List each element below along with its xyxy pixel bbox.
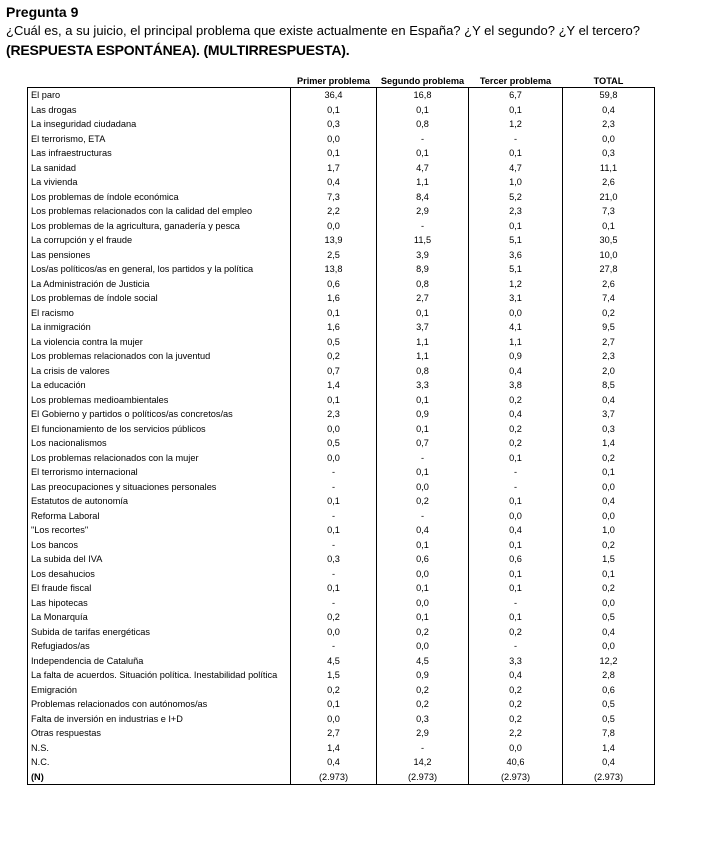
row-value: 0,9 xyxy=(377,668,469,683)
row-label: La Monarquía xyxy=(28,610,291,625)
row-label: Los nacionalismos xyxy=(28,436,291,451)
row-value: 0,2 xyxy=(469,436,563,451)
row-value: 1,5 xyxy=(563,552,655,567)
row-value: 4,7 xyxy=(377,161,469,176)
question-instruction: (RESPUESTA ESPONTÁNEA). (MULTIRRESPUESTA). xyxy=(6,42,350,58)
table-row xyxy=(28,335,655,350)
row-value: 2,2 xyxy=(469,726,563,741)
row-value: 0,1 xyxy=(469,567,563,582)
row-value: 1,1 xyxy=(377,349,469,364)
row-value: 0,4 xyxy=(469,364,563,379)
row-value: 0,1 xyxy=(377,581,469,596)
row-value: - xyxy=(469,132,563,147)
row-value: 13,8 xyxy=(291,262,377,277)
row-value: 36,4 xyxy=(291,88,377,103)
table-row xyxy=(28,175,655,190)
row-value: 0,4 xyxy=(291,755,377,770)
row-value: 0,0 xyxy=(377,480,469,495)
row-label: Las preocupaciones y situaciones personales xyxy=(28,480,291,495)
row-value: 1,7 xyxy=(291,161,377,176)
row-value: 0,2 xyxy=(469,712,563,727)
row-value: 2,9 xyxy=(377,726,469,741)
row-value: 0,0 xyxy=(291,219,377,234)
row-value: 0,1 xyxy=(291,581,377,596)
row-value: 0,1 xyxy=(377,610,469,625)
row-value: 40,6 xyxy=(469,755,563,770)
row-value: 11,1 xyxy=(563,161,655,176)
row-value: (2.973) xyxy=(291,770,377,785)
row-value: 1,2 xyxy=(469,117,563,132)
row-value: 0,0 xyxy=(377,639,469,654)
table-row xyxy=(28,726,655,741)
row-value: 0,3 xyxy=(291,552,377,567)
row-value: 2,2 xyxy=(291,204,377,219)
row-label: La violencia contra la mujer xyxy=(28,335,291,350)
table-row xyxy=(28,393,655,408)
table-row xyxy=(28,146,655,161)
row-value: - xyxy=(291,509,377,524)
row-value: 1,4 xyxy=(563,741,655,756)
row-value: 0,6 xyxy=(469,552,563,567)
row-value: 3,7 xyxy=(563,407,655,422)
table-row xyxy=(28,262,655,277)
row-value: 0,0 xyxy=(291,132,377,147)
row-value: 0,0 xyxy=(563,596,655,611)
row-value: 0,0 xyxy=(377,567,469,582)
table-row xyxy=(28,683,655,698)
table-row xyxy=(28,190,655,205)
row-value: 0,2 xyxy=(377,625,469,640)
page-title: Pregunta 9 xyxy=(6,4,79,20)
row-value: 0,8 xyxy=(377,117,469,132)
row-label: Los/as políticos/as en general, los partidos y la política xyxy=(28,262,291,277)
row-value: 9,5 xyxy=(563,320,655,335)
row-value: 0,1 xyxy=(377,306,469,321)
row-value: 2,3 xyxy=(469,204,563,219)
row-value: 0,1 xyxy=(563,465,655,480)
header-segundo-problema: Segundo problema xyxy=(377,74,469,88)
table-row xyxy=(28,291,655,306)
row-label: Los problemas relacionados con la mujer xyxy=(28,451,291,466)
row-value: 7,4 xyxy=(563,291,655,306)
row-label: Los problemas relacionados con la calidad del empleo xyxy=(28,204,291,219)
row-value: - xyxy=(291,538,377,553)
row-value: 10,0 xyxy=(563,248,655,263)
row-label: Otras respuestas xyxy=(28,726,291,741)
results-table xyxy=(27,74,655,785)
row-value: 11,5 xyxy=(377,233,469,248)
row-value: 2,9 xyxy=(377,204,469,219)
row-value: 8,9 xyxy=(377,262,469,277)
row-value: 0,1 xyxy=(469,103,563,118)
row-value: 0,5 xyxy=(291,436,377,451)
row-value: 0,0 xyxy=(469,306,563,321)
row-label: La falta de acuerdos. Situación política. Inestabilidad política xyxy=(28,668,291,683)
row-value: 0,1 xyxy=(469,219,563,234)
row-value: 0,4 xyxy=(469,668,563,683)
row-value: 0,7 xyxy=(291,364,377,379)
row-label: Los problemas de la agricultura, ganadería y pesca xyxy=(28,219,291,234)
row-label: La sanidad xyxy=(28,161,291,176)
row-label: La corrupción y el fraude xyxy=(28,233,291,248)
row-value: - xyxy=(377,219,469,234)
row-value: 1,0 xyxy=(469,175,563,190)
table-row xyxy=(28,494,655,509)
row-value: 2,3 xyxy=(563,117,655,132)
row-value: 4,7 xyxy=(469,161,563,176)
row-value: 2,6 xyxy=(563,175,655,190)
row-value: 30,5 xyxy=(563,233,655,248)
row-value: 0,2 xyxy=(469,422,563,437)
row-value: 0,3 xyxy=(563,422,655,437)
row-value: 0,0 xyxy=(469,509,563,524)
table-row xyxy=(28,654,655,669)
row-value: 0,2 xyxy=(377,697,469,712)
table-row xyxy=(28,538,655,553)
row-value: 2,7 xyxy=(563,335,655,350)
row-value: 0,9 xyxy=(469,349,563,364)
table-row xyxy=(28,451,655,466)
row-value: 0,0 xyxy=(291,712,377,727)
row-value: 7,3 xyxy=(291,190,377,205)
row-label: La vivienda xyxy=(28,175,291,190)
row-value: 0,0 xyxy=(563,480,655,495)
row-value: 0,2 xyxy=(469,625,563,640)
row-label: Las drogas xyxy=(28,103,291,118)
row-value: 3,9 xyxy=(377,248,469,263)
row-value: 0,1 xyxy=(291,306,377,321)
row-value: 0,9 xyxy=(377,407,469,422)
row-value: 0,2 xyxy=(291,610,377,625)
row-value: - xyxy=(377,741,469,756)
row-label: La inmigración xyxy=(28,320,291,335)
row-label: Emigración xyxy=(28,683,291,698)
row-value: 2,3 xyxy=(563,349,655,364)
header-label-cell xyxy=(28,74,291,88)
row-label: La Administración de Justicia xyxy=(28,277,291,292)
row-value: 1,4 xyxy=(291,741,377,756)
row-value: 0,0 xyxy=(291,625,377,640)
table-row xyxy=(28,509,655,524)
row-label: Las hipotecas xyxy=(28,596,291,611)
table-header-row xyxy=(28,74,655,88)
row-label: Reforma Laboral xyxy=(28,509,291,524)
row-value: 1,4 xyxy=(291,378,377,393)
table-row xyxy=(28,103,655,118)
row-value: 8,4 xyxy=(377,190,469,205)
row-value: 0,1 xyxy=(291,523,377,538)
row-value: 0,7 xyxy=(377,436,469,451)
table-row xyxy=(28,422,655,437)
row-value: 0,1 xyxy=(469,538,563,553)
row-value: 7,8 xyxy=(563,726,655,741)
row-value: - xyxy=(469,465,563,480)
row-label: Refugiados/as xyxy=(28,639,291,654)
row-value: 21,0 xyxy=(563,190,655,205)
table-row xyxy=(28,364,655,379)
row-label: Los bancos xyxy=(28,538,291,553)
row-value: 1,0 xyxy=(563,523,655,538)
row-value: 0,1 xyxy=(377,465,469,480)
row-value: 0,1 xyxy=(291,103,377,118)
row-value: 0,5 xyxy=(291,335,377,350)
row-value: 3,3 xyxy=(469,654,563,669)
table-row xyxy=(28,741,655,756)
row-value: 0,1 xyxy=(377,538,469,553)
table-row xyxy=(28,233,655,248)
row-value: 0,6 xyxy=(291,277,377,292)
row-value: - xyxy=(291,480,377,495)
row-label: El terrorismo internacional xyxy=(28,465,291,480)
row-value: 0,1 xyxy=(291,697,377,712)
row-label: El terrorismo, ETA xyxy=(28,132,291,147)
row-value: 59,8 xyxy=(563,88,655,103)
row-value: 0,2 xyxy=(469,393,563,408)
table-row xyxy=(28,770,655,785)
row-value: - xyxy=(377,451,469,466)
row-value: - xyxy=(469,480,563,495)
row-value: 1,4 xyxy=(563,436,655,451)
row-value: 13,9 xyxy=(291,233,377,248)
table-row xyxy=(28,436,655,451)
row-value: 2,5 xyxy=(291,248,377,263)
row-value: 2,6 xyxy=(563,277,655,292)
row-value: 2,7 xyxy=(377,291,469,306)
row-value: 0,1 xyxy=(469,581,563,596)
table-row xyxy=(28,480,655,495)
table-row xyxy=(28,248,655,263)
row-value: 7,3 xyxy=(563,204,655,219)
row-value: 0,4 xyxy=(563,103,655,118)
row-value: - xyxy=(291,567,377,582)
row-value: 0,1 xyxy=(469,610,563,625)
row-value: 0,2 xyxy=(377,683,469,698)
row-label: La crisis de valores xyxy=(28,364,291,379)
row-value: 16,8 xyxy=(377,88,469,103)
row-value: (2.973) xyxy=(377,770,469,785)
row-value: 0,1 xyxy=(291,393,377,408)
row-value: 1,1 xyxy=(377,175,469,190)
table-row xyxy=(28,668,655,683)
table-row xyxy=(28,596,655,611)
table-row xyxy=(28,204,655,219)
row-value: 0,1 xyxy=(469,494,563,509)
row-value: 0,3 xyxy=(563,146,655,161)
table-row xyxy=(28,465,655,480)
row-value: 4,5 xyxy=(377,654,469,669)
row-value: 0,4 xyxy=(563,625,655,640)
table-row xyxy=(28,697,655,712)
row-value: 0,4 xyxy=(469,407,563,422)
row-value: - xyxy=(377,509,469,524)
table-row xyxy=(28,407,655,422)
row-value: 2,8 xyxy=(563,668,655,683)
row-value: 0,2 xyxy=(469,683,563,698)
table-row xyxy=(28,639,655,654)
row-value: 6,7 xyxy=(469,88,563,103)
row-value: 4,1 xyxy=(469,320,563,335)
row-value: 0,1 xyxy=(563,567,655,582)
table-row xyxy=(28,88,655,103)
row-value: (2.973) xyxy=(469,770,563,785)
row-value: 3,3 xyxy=(377,378,469,393)
row-value: 0,1 xyxy=(291,146,377,161)
row-value: 0,4 xyxy=(563,755,655,770)
row-label: La educación xyxy=(28,378,291,393)
row-label: Los problemas de índole económica xyxy=(28,190,291,205)
row-label: (N) xyxy=(28,770,291,785)
row-label: Falta de inversión en industrias e I+D xyxy=(28,712,291,727)
row-value: 0,1 xyxy=(377,103,469,118)
row-label: La subida del IVA xyxy=(28,552,291,567)
row-value: 27,8 xyxy=(563,262,655,277)
row-value: 0,6 xyxy=(563,683,655,698)
row-label: Subida de tarifas energéticas xyxy=(28,625,291,640)
table-row xyxy=(28,712,655,727)
row-value: 0,5 xyxy=(563,697,655,712)
table-row xyxy=(28,581,655,596)
row-value: 8,5 xyxy=(563,378,655,393)
row-label: Independencia de Cataluña xyxy=(28,654,291,669)
row-value: - xyxy=(291,465,377,480)
table-row xyxy=(28,306,655,321)
table-row xyxy=(28,277,655,292)
table-row xyxy=(28,610,655,625)
table-row xyxy=(28,320,655,335)
table-row xyxy=(28,219,655,234)
row-value: 1,2 xyxy=(469,277,563,292)
table-row xyxy=(28,161,655,176)
row-label: Problemas relacionados con autónomos/as xyxy=(28,697,291,712)
row-value: 0,5 xyxy=(563,610,655,625)
row-value: 0,0 xyxy=(377,596,469,611)
row-value: 5,2 xyxy=(469,190,563,205)
row-value: 0,0 xyxy=(291,451,377,466)
row-value: 3,7 xyxy=(377,320,469,335)
row-label: N.C. xyxy=(28,755,291,770)
row-value: 14,2 xyxy=(377,755,469,770)
row-label: Los problemas relacionados con la juventud xyxy=(28,349,291,364)
row-value: 0,5 xyxy=(563,712,655,727)
row-value: 2,0 xyxy=(563,364,655,379)
table-row xyxy=(28,755,655,770)
row-value: (2.973) xyxy=(563,770,655,785)
row-label: Los problemas medioambientales xyxy=(28,393,291,408)
row-value: 5,1 xyxy=(469,262,563,277)
row-label: El funcionamiento de los servicios públicos xyxy=(28,422,291,437)
row-value: 0,2 xyxy=(563,306,655,321)
table-row xyxy=(28,552,655,567)
row-value: 0,1 xyxy=(377,146,469,161)
table-row xyxy=(28,117,655,132)
row-value: 0,1 xyxy=(291,494,377,509)
row-value: 0,3 xyxy=(377,712,469,727)
header-tercer-problema: Tercer problema xyxy=(469,74,563,88)
table-row xyxy=(28,625,655,640)
row-value: 1,6 xyxy=(291,320,377,335)
row-value: 0,8 xyxy=(377,277,469,292)
table-row xyxy=(28,132,655,147)
row-value: 0,8 xyxy=(377,364,469,379)
row-value: 3,6 xyxy=(469,248,563,263)
row-value: 0,1 xyxy=(469,451,563,466)
row-label: La inseguridad ciudadana xyxy=(28,117,291,132)
row-label: Las infraestructuras xyxy=(28,146,291,161)
question-text: ¿Cuál es, a su juicio, el principal problema que existe actualmente en España? ¿Y el segundo? ¿Y el tercero? xyxy=(6,23,640,38)
row-value: 0,4 xyxy=(469,523,563,538)
row-value: 0,0 xyxy=(469,741,563,756)
row-value: 0,4 xyxy=(291,175,377,190)
row-value: 5,1 xyxy=(469,233,563,248)
row-value: 0,0 xyxy=(563,132,655,147)
row-value: 0,0 xyxy=(563,639,655,654)
row-value: 12,2 xyxy=(563,654,655,669)
row-value: - xyxy=(469,596,563,611)
row-label: Las pensiones xyxy=(28,248,291,263)
row-value: 1,1 xyxy=(469,335,563,350)
row-value: 0,1 xyxy=(377,393,469,408)
table-row xyxy=(28,567,655,582)
table-row xyxy=(28,378,655,393)
header-primer-problema: Primer problema xyxy=(291,74,377,88)
row-value: - xyxy=(377,132,469,147)
row-value: 0,4 xyxy=(563,393,655,408)
row-value: - xyxy=(291,639,377,654)
row-value: 0,0 xyxy=(563,509,655,524)
row-value: 0,2 xyxy=(377,494,469,509)
row-label: Los desahucios xyxy=(28,567,291,582)
row-value: 0,1 xyxy=(377,422,469,437)
row-value: 1,1 xyxy=(377,335,469,350)
row-value: 4,5 xyxy=(291,654,377,669)
row-value: 0,2 xyxy=(291,683,377,698)
table-row xyxy=(28,349,655,364)
row-value: 0,6 xyxy=(377,552,469,567)
row-label: N.S. xyxy=(28,741,291,756)
row-label: El Gobierno y partidos o políticos/as concretos/as xyxy=(28,407,291,422)
row-value: 0,4 xyxy=(563,494,655,509)
row-value: 0,4 xyxy=(377,523,469,538)
row-value: 3,8 xyxy=(469,378,563,393)
row-value: 0,2 xyxy=(291,349,377,364)
table-row xyxy=(28,523,655,538)
row-value: 0,0 xyxy=(291,422,377,437)
row-value: 0,1 xyxy=(469,146,563,161)
row-value: 1,5 xyxy=(291,668,377,683)
row-value: 3,1 xyxy=(469,291,563,306)
row-label: "Los recortes" xyxy=(28,523,291,538)
row-value: - xyxy=(291,596,377,611)
row-value: 1,6 xyxy=(291,291,377,306)
row-value: 0,2 xyxy=(563,538,655,553)
row-value: 0,2 xyxy=(563,581,655,596)
row-value: 0,2 xyxy=(563,451,655,466)
row-label: El fraude fiscal xyxy=(28,581,291,596)
row-value: 2,3 xyxy=(291,407,377,422)
row-value: 0,1 xyxy=(563,219,655,234)
row-value: 2,7 xyxy=(291,726,377,741)
row-value: 0,2 xyxy=(469,697,563,712)
row-value: - xyxy=(469,639,563,654)
row-label: El racismo xyxy=(28,306,291,321)
table-body xyxy=(28,88,655,785)
header-total: TOTAL xyxy=(563,74,655,88)
row-label: Los problemas de índole social xyxy=(28,291,291,306)
row-value: 0,3 xyxy=(291,117,377,132)
row-label: El paro xyxy=(28,88,291,103)
row-label: Estatutos de autonomía xyxy=(28,494,291,509)
